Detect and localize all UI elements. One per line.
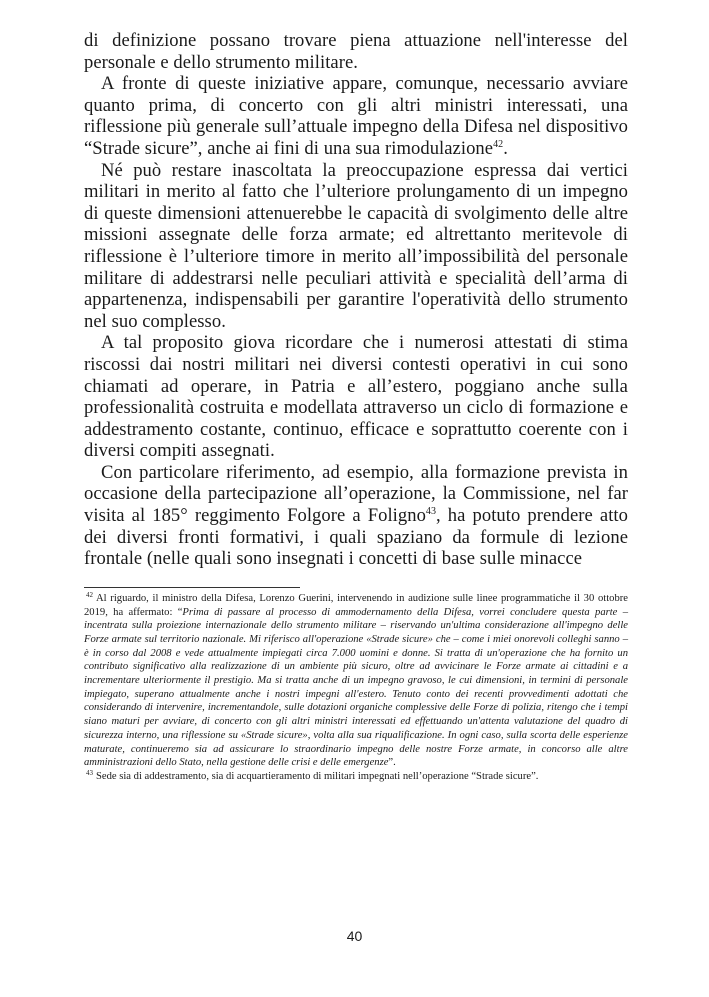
footnote-mark: 43 [86, 768, 93, 777]
paragraph-text-tail: , ha potuto prendere atto dei diversi fronti formativi, i quali spaziano da formule di lezione frontale (nelle quali sono insegnati i concetti di base sulle minacce [84, 505, 628, 570]
footnotes [84, 592, 628, 784]
paragraph-text: Né può restare inascoltata la preoccupazione espressa dai vertici militari in merito al fatto che l’ulteriore prolungamento di un impegno di queste dimensioni attenuerebbe le capacità di svolgimento delle altre missioni assegnate delle forza armate; ed altrettanto meritevole di riflessione è l’ulteriore timore in merito all’impossibilità del personale militare di addestrarsi nelle peculiari attività e specialità dell’arma di appartenenza, indispensabili per garantire l'operatività dello strumento nel suo complesso. [84, 159, 628, 332]
footnote-separator [84, 587, 300, 588]
paragraph-1 [84, 30, 628, 73]
paragraph-text: A tal proposito giova ricordare che i numerosi attestati di stima riscossi dai nostri militari nei diversi contesti operativi in cui sono chiamati ad operare, in Patria e all’estero, poggiano anche sulla professionalità costruita e modellata attraverso un ciclo di formazione e addestramento costante, continuo, efficace e soprattutto coerente con i diversi compiti assegnati. [84, 332, 628, 462]
footnote-outro: ”. [388, 757, 396, 769]
paragraph-text-tail: . [503, 137, 508, 159]
paragraph-text: A fronte di queste iniziative appare, comunque, necessario avviare quanto prima, di concerto con gli altri ministri interessati, una riflessione più generale sull’attuale impegno della Difesa nel dispositivo “Strade sicure”, anche ai fini di una sua rimodulazione [84, 73, 628, 159]
footnote-mark: 42 [86, 590, 93, 599]
paragraph-4 [84, 332, 628, 462]
footnote-ref-42[interactable]: 42 [493, 138, 504, 150]
paragraph-3 [84, 160, 628, 333]
footnote-intro: Sede sia di addestramento, sia di acquartieramento di militari impegnati nell’operazione “Strade sicure”. [96, 770, 539, 782]
footnote-43 [84, 770, 628, 784]
body-text [84, 30, 628, 570]
paragraph-text: di definizione possano trovare piena attuazione nell'interesse del personale e dello strumento militare. [84, 30, 628, 73]
document-page [84, 30, 628, 784]
paragraph-text: Con particolare riferimento, ad esempio, alla formazione prevista in occasione della partecipazione all’operazione, la Commissione, nel far visita al 185° reggimento Folgore a Foligno [84, 461, 628, 527]
footnote-ref-43[interactable]: 43 [425, 506, 437, 518]
footnote-42 [84, 592, 628, 770]
footnote-intro: Al riguardo, il ministro della Difesa, Lorenzo Guerini, intervenendo in audizione sulle linee programmatiche il 30 ottobre 2019, ha affermato: “ [84, 592, 628, 618]
footnote-quote: Prima di passare al processo di ammodernamento della Difesa, vorrei concludere questa parte – incentrata sulla proiezione internazionale dello strumento militare – riservando un'ultima considerazione all'impegno delle Forze armate sul territorio nazionale. Mi riferisco all'operazione «Strade sicure» che – come i miei onorevoli colleghi sanno – è in corso dal 2008 e vede attualmente impiegati circa 7.000 uomini e donne. Si tratta di un'operazione che ha fornito un contributo significativo alla realizzazione di un ambiente più sicuro, oltre ad avvicinare le Forze armate ai cittadini e a incrementare ulteriormente il prestigio. Ma si tratta anche di un impegno gravoso, le cui dimensioni, in termini di personale impiegato, superano attualmente anche i nostri impegni all'estero. Tenuto conto dei recenti provvedimenti adottati che considerando di intervenire, incrementandole, sulle dotazioni organiche complessive delle Forze di polizia, ritengo che i tempi siano maturi per avviare, di concerto con gli altri ministri interessati ed effettuando un'attenta valutazione del quadro di sicurezza interno, una riflessione su «Strade sicure», volta alla sua riqualificazione. In ogni caso, sulla scorta delle esperienze maturate, continueremo sia ad assicurare lo straordinario impegno delle nostre Forze armate, in concorso alle altre amministrazioni dello Stato, nella gestione delle crisi e delle emergenze [84, 606, 628, 769]
page-number: 40 [346, 928, 363, 944]
paragraph-2 [84, 73, 628, 159]
paragraph-5 [84, 462, 628, 570]
